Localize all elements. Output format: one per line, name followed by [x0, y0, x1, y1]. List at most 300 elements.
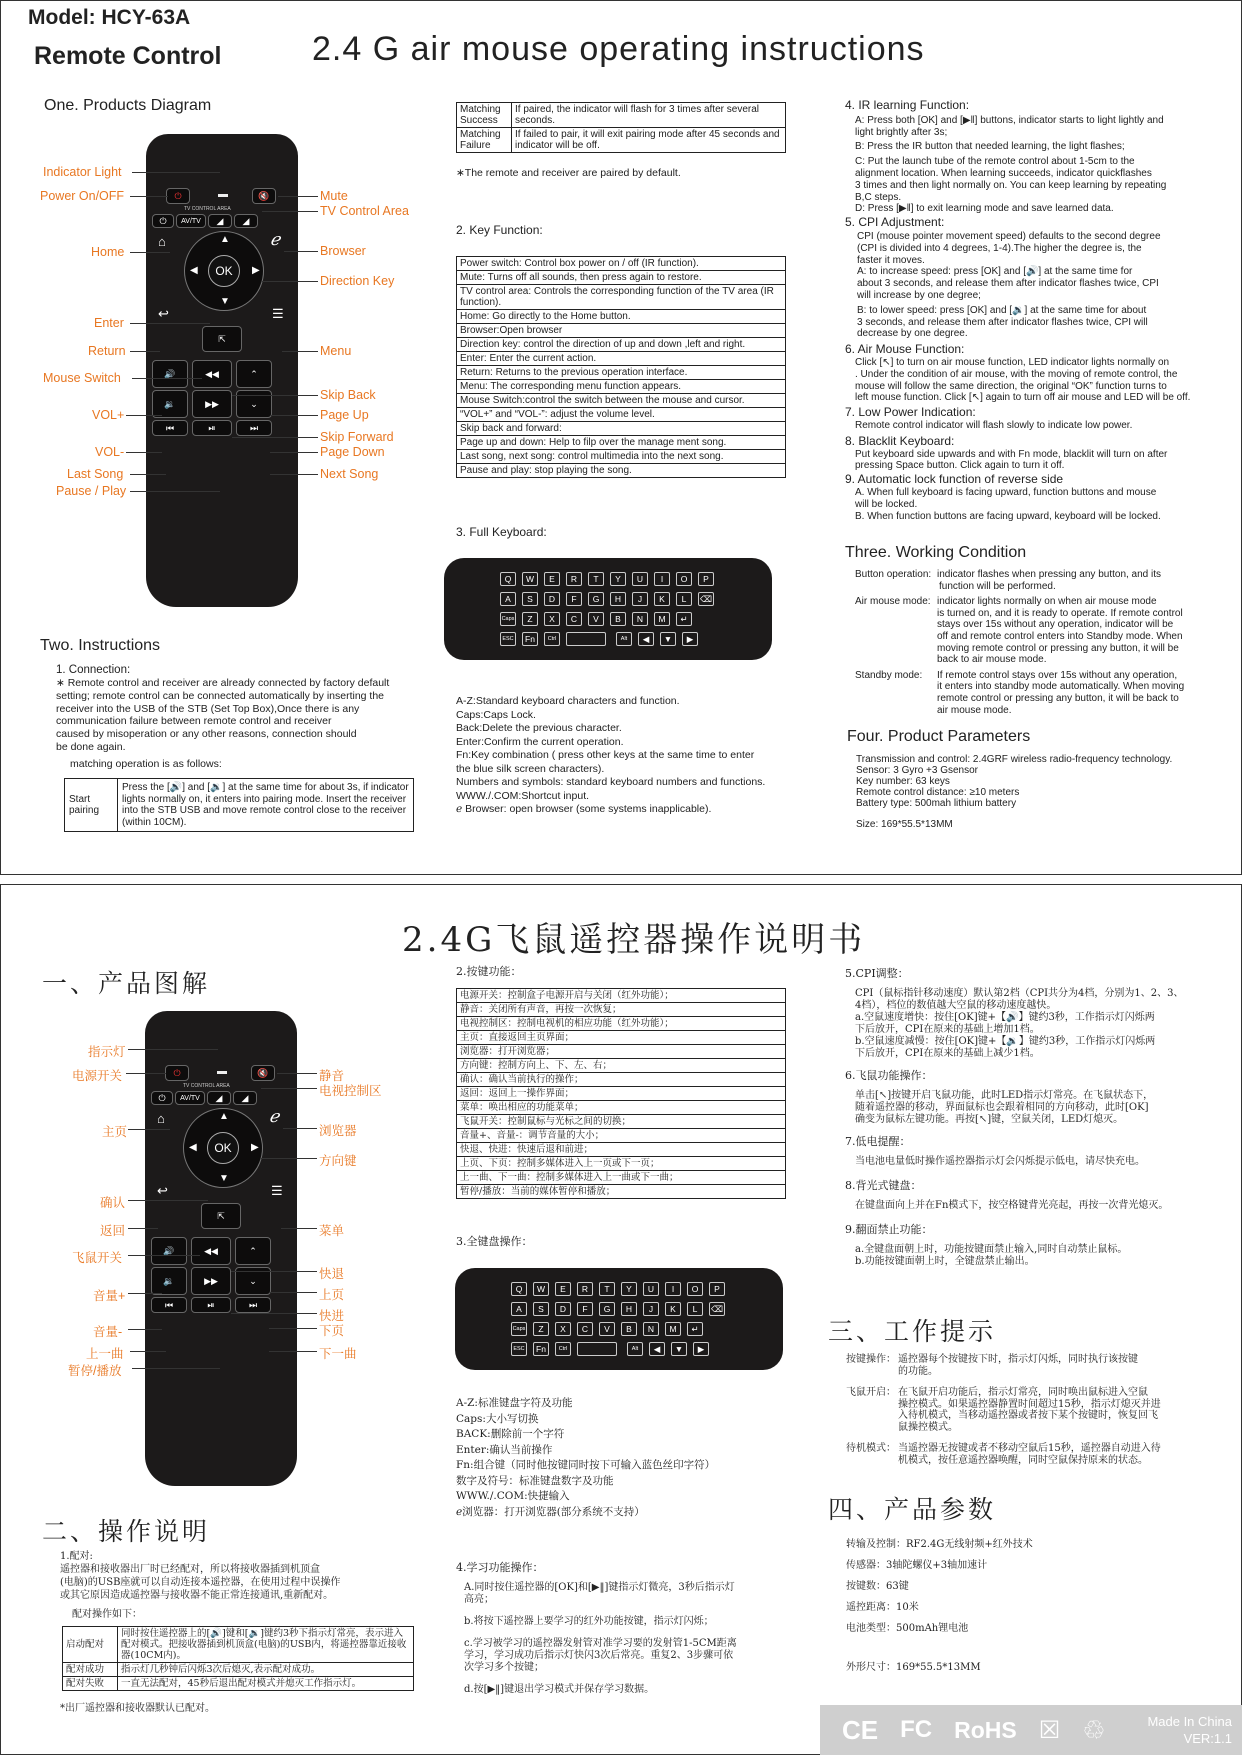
label-skip-forward: Skip Forward — [320, 430, 394, 444]
table-cell: Direction key: control the direction of up and down ,left and right. — [457, 338, 786, 352]
instructions-title: Two. Instructions — [40, 637, 161, 654]
leader-line — [128, 1200, 208, 1201]
text-line: pressing Space button. Click again to turn it off. — [855, 460, 1065, 472]
label-menu: 菜单 — [319, 1224, 345, 1238]
keyboard-key: H — [621, 1302, 637, 1316]
text-line: 遥控器每个按键按下时，指示灯闪烁，同时执行该按键 — [898, 1354, 1138, 1365]
mute-button: 🔇 — [252, 188, 276, 204]
text-line: CPI（鼠标指针移动速度）默认第2档（CPI共分为4档，分别为1、2、3、 — [855, 988, 1184, 999]
text-line: 下后放开，CPI在原来的基础上增加1档。 — [855, 1024, 1040, 1035]
working-key: 待机模式： — [846, 1443, 896, 1454]
text-line: receiver into the USB of the STB (Set Top Box),Once there is any — [56, 702, 360, 715]
keyboard-key: L — [676, 592, 692, 606]
leader-line — [261, 1158, 317, 1159]
cn-diagram-title: 一、产品图解 — [42, 969, 211, 998]
table-row — [63, 1677, 414, 1691]
leader-line — [126, 452, 162, 453]
table-row — [457, 257, 786, 271]
keyboard-key: G — [599, 1302, 615, 1316]
cn-params-title: 四、产品参数 — [828, 1495, 997, 1524]
keyboard-key: ◀ — [649, 1342, 665, 1356]
label-power: Power On/OFF — [40, 189, 125, 203]
product-parameters-list — [856, 754, 1172, 830]
home-icon: ⌂ — [157, 1111, 165, 1126]
page-up-button: ⌃ — [236, 360, 272, 388]
keyboard-key: ⌫ — [698, 592, 714, 606]
text-line: alignment location. When learning succeeds, indicator quickflashes — [855, 167, 1152, 179]
label-indicator-light: Indicator Light — [43, 165, 122, 179]
text-line: decrease by one degree. — [857, 328, 968, 340]
label-page-up: Page Up — [320, 408, 369, 422]
text-line: a.全键盘面朝上时，功能按键面禁止输入,同时自动禁止鼠标。 — [855, 1244, 1128, 1255]
table-cell: “VOL+” and “VOL-”: adjust the volume level. — [457, 408, 786, 422]
keyboard-key: U — [632, 572, 648, 586]
text-line: 次学习多个按键； — [464, 1662, 544, 1673]
text-line: ℯ Browser: open browser (some systems inapplicable). — [456, 803, 712, 815]
blacklit-text — [845, 449, 1225, 473]
text-line: B: Press the IR button that needed learning, the light flashes; — [855, 141, 1125, 153]
text-line: be done again. — [56, 740, 126, 753]
keyboard-key: J — [643, 1302, 659, 1316]
cn-flip-title: 9.翻面禁止功能： — [845, 1223, 933, 1236]
low-power-text: Remote control indicator will flash slowly to indicate low power. — [855, 419, 1133, 431]
text-line: setting; remote control can be connected automatically by inserting the — [56, 689, 385, 702]
table-row — [457, 450, 786, 464]
tv-area-label: TV CONTROL AREA — [184, 206, 231, 212]
text-line: 3 times and then light normally on. You can keep learning by repeating — [855, 179, 1167, 191]
text-line: mouse will follow the same direction, the original “OK” function turns to — [855, 380, 1167, 392]
tv-vol-down-button: ◢ — [207, 1091, 231, 1105]
keyboard-key — [577, 1342, 617, 1356]
cn-low-power-title: 7.低电提醒： — [845, 1135, 911, 1148]
cn-instructions-title: 二、操作说明 — [42, 1517, 211, 1546]
keyboard-key: K — [654, 592, 670, 606]
table-cell: Mouse Switch:control the switch between the mouse and cursor. — [457, 394, 786, 408]
text-line: A-Z:Standard keyboard characters and function. — [456, 695, 680, 707]
cn-key-function-table — [456, 988, 786, 1199]
label-pause-play: 暂停/播放 — [68, 1364, 122, 1378]
table-row — [457, 1101, 786, 1115]
leader-line — [128, 1228, 158, 1229]
right-column-en — [845, 100, 1225, 522]
page-up-button: ⌃ — [235, 1237, 271, 1265]
keyboard-key: Alt — [627, 1342, 643, 1356]
right-arrow-icon: ▶ — [251, 1142, 259, 1153]
table-cell: 配对成功 — [63, 1663, 118, 1677]
made-in-block — [1147, 1713, 1232, 1747]
return-icon: ↩ — [157, 1183, 168, 1198]
product-parameters-title: Four. Product Parameters — [847, 728, 1031, 745]
leader-line — [128, 1293, 162, 1294]
keyboard-key: I — [665, 1282, 681, 1296]
rohs-mark: RoHS — [954, 1716, 1017, 1743]
text-line: 按键数：63键 — [846, 1581, 909, 1592]
left-arrow-icon: ◀ — [190, 265, 198, 276]
leader-line — [261, 1088, 317, 1089]
table-cell: TV control area: Controls the corresponding function of the TV area (IR function). — [457, 285, 786, 310]
text-line: left mouse function. Click [↖] again to turn off air mouse and LED will be off. — [855, 392, 1191, 404]
cn-keyboard-notes — [456, 1396, 715, 1520]
text-line: indicator lights normally on when air mouse mode — [937, 596, 1157, 608]
label-power: 电源开关 — [72, 1069, 123, 1083]
text-line: the blue silk screen characters). — [456, 762, 605, 775]
keyboard-key: S — [533, 1302, 549, 1316]
cn-backlit-title: 8.背光式键盘： — [845, 1179, 922, 1192]
text-line: communication failure between remote control and receiver — [56, 715, 332, 728]
keyboard-key: Caps — [511, 1322, 527, 1336]
leader-line — [126, 1073, 166, 1074]
table-row — [457, 310, 786, 324]
av-tv-button: AV/TV — [175, 1091, 205, 1105]
text-line: Click [↖] to turn on air mouse function, LED indicator lights normally on — [855, 356, 1170, 368]
label-vol-down: VOL- — [95, 445, 125, 459]
working-condition-list — [855, 569, 1225, 716]
up-arrow-icon: ▲ — [219, 1111, 229, 1122]
text-line: will be locked. — [855, 498, 918, 510]
browser-icon: ℯ — [269, 1107, 280, 1126]
mouse-switch-button: ⇱ — [202, 326, 242, 352]
table-cell: Matching Success — [457, 103, 512, 128]
table-row — [457, 1157, 786, 1171]
cn-flip-text — [845, 1244, 1225, 1268]
label-last-song: 上一曲 — [86, 1347, 124, 1361]
indicator-light — [218, 194, 228, 197]
keyboard-key: G — [588, 592, 604, 606]
working-condition-title: Three. Working Condition — [845, 544, 1027, 561]
keyboard-key: Caps — [500, 612, 516, 626]
leader-line — [128, 1329, 162, 1330]
label-page-up: 上页 — [319, 1288, 345, 1302]
products-diagram-title: One. Products Diagram — [44, 97, 212, 114]
page-title: 2.4 G air mouse operating instructions — [312, 30, 925, 68]
text-line: Fn:组合键（同时他按键同时按下可输入蓝色丝印字符） — [456, 1459, 716, 1471]
text-line: moving remote control or pressing any button, it will be — [937, 642, 1179, 654]
text-line: will increase by one degree; — [857, 289, 981, 301]
table-row — [457, 324, 786, 338]
tv-area-label: TV CONTROL AREA — [183, 1083, 230, 1089]
model-number: Model: HCY-63A — [28, 6, 191, 29]
table-cell: 上一曲、下一曲：控制多媒体进入上一曲或下一曲； — [457, 1171, 786, 1185]
table-cell: 同时按住遥控器上的[🔊]键和[🔉]键约3秒下指示灯常亮，表示进入配对模式。把接收器插到机顶盒(电脑)的USB内，将遥控器靠近接收器(10CM内)。 — [118, 1627, 414, 1663]
text-line: is turned on, and it is ready to operate. If remote control — [937, 607, 1183, 619]
working-value — [937, 670, 1184, 716]
label-page-down: 下页 — [319, 1324, 345, 1338]
text-line: WWW./.COM:快捷输入 — [456, 1490, 570, 1502]
text-line: 机模式，按任意遥控器唤醒，同时空鼠保持原来的状态。 — [898, 1454, 1148, 1466]
label-browser: Browser — [320, 244, 366, 258]
remote-illustration — [146, 134, 298, 607]
text-line: 4档），档位的数值越大空鼠的移动速度越快。 — [855, 1000, 1057, 1011]
certification-bar — [820, 1705, 1242, 1755]
cn-page-title: 2.4G飞鼠遥控器操作说明书 — [402, 920, 866, 960]
table-row — [457, 394, 786, 408]
label-home: 主页 — [102, 1125, 128, 1139]
label-indicator-light: 指示灯 — [88, 1045, 126, 1059]
table-row — [457, 380, 786, 394]
weee-icon: ☒ — [1038, 1716, 1061, 1744]
working-row — [846, 1354, 1226, 1377]
label-page-down: Page Down — [320, 445, 385, 459]
skip-back-button: ◀◀ — [192, 360, 232, 388]
table-row — [457, 1129, 786, 1143]
text-line: 3 seconds, and release them after indicator flashes twice, CPI will — [857, 316, 1148, 328]
text-line: Caps:Caps Lock. — [456, 708, 536, 721]
table-row — [457, 1073, 786, 1087]
left-arrow-icon: ◀ — [189, 1142, 197, 1153]
cn-learning-section — [456, 1562, 796, 1696]
cn-pairing-table — [62, 1626, 414, 1691]
skip-forward-button: ▶▶ — [191, 1267, 231, 1295]
made-in-china: Made In China — [1147, 1714, 1232, 1729]
version-label: VER:1.1 — [1183, 1731, 1232, 1746]
keyboard-key: C — [577, 1322, 593, 1336]
leader-line — [130, 1351, 166, 1352]
vol-up-button: 🔊 — [151, 1237, 187, 1265]
leader-line — [277, 1073, 317, 1074]
table-row — [457, 408, 786, 422]
working-value — [898, 1354, 1138, 1377]
text-line: B: to lower speed: press [OK] and [🔉] at the same time for about — [857, 304, 1147, 316]
label-vol-up: VOL+ — [92, 408, 125, 422]
working-value — [937, 596, 1183, 666]
matching-table — [456, 102, 786, 153]
text-line: air mouse mode. — [937, 704, 1012, 716]
keyboard-key: Ctrl — [555, 1342, 571, 1356]
av-tv-button: AV/TV — [176, 214, 206, 228]
text-line: Battery type: 500mah lithium battery — [856, 798, 1017, 809]
cn-cpi-title: 5.CPI调整： — [845, 967, 909, 980]
table-row — [457, 1031, 786, 1045]
vol-down-button: 🔉 — [152, 390, 188, 418]
text-line: caused by misoperation or any other reasons, connection should — [56, 728, 357, 741]
leader-line — [130, 196, 168, 197]
ok-button: OK — [208, 255, 240, 287]
working-key: Button operation: — [855, 569, 932, 580]
page-down-button: ⌄ — [235, 1267, 271, 1295]
table-cell: 一直无法配对，45秒后退出配对模式并熄灭工作指示灯。 — [118, 1677, 414, 1691]
leader-line — [232, 437, 318, 438]
cn-backlit-text: 在键盘面向上并在Fn模式下，按空格键背光亮起，再按一次背光熄灭。 — [855, 1200, 1169, 1211]
label-direction-key: Direction Key — [320, 274, 395, 288]
ok-button: OK — [207, 1132, 239, 1164]
keyboard-key: U — [643, 1282, 659, 1296]
text-line: 鼠操控模式。 — [898, 1421, 958, 1433]
keyboard-key: Alt — [616, 632, 632, 646]
vol-up-button: 🔊 — [152, 360, 188, 388]
keyboard-key: Z — [533, 1322, 549, 1336]
table-cell: Menu: The corresponding menu function appears. — [457, 380, 786, 394]
matching-intro: matching operation is as follows: — [70, 758, 222, 770]
working-value — [937, 569, 1161, 592]
keyboard-key: ▼ — [660, 632, 676, 646]
label-vol-up: 音量+ — [93, 1289, 126, 1303]
working-value — [898, 1387, 1161, 1433]
connection-text — [56, 677, 416, 754]
label-skip-back: Skip Back — [320, 388, 376, 402]
keyboard-key: ▶ — [693, 1342, 709, 1356]
cn-working-list — [846, 1354, 1226, 1466]
keyboard-key: D — [544, 592, 560, 606]
label-skip-back: 快退 — [319, 1267, 345, 1281]
down-arrow-icon: ▼ — [219, 1173, 229, 1184]
label-next-song: 下一曲 — [319, 1347, 357, 1361]
working-key: Air mouse mode: — [855, 596, 931, 608]
paired-note: ∗The remote and receiver are paired by default. — [456, 167, 681, 179]
label-tv-control-area: TV Control Area — [320, 204, 409, 218]
leader-line — [270, 415, 318, 416]
play-pause-button: ⏯ — [192, 420, 232, 436]
table-cell: Power switch: Control box power on / off (IR function). — [457, 257, 786, 271]
autolock-title: 9. Automatic lock function of reverse side — [845, 472, 1064, 487]
text-line: Back:Delete the previous character. — [456, 722, 622, 734]
keyboard-key: F — [577, 1302, 593, 1316]
table-row — [457, 422, 786, 436]
table-cell: Start pairing — [65, 779, 118, 832]
table-cell: 上页、下页：控制多媒体进入上一页或下一页； — [457, 1157, 786, 1171]
autolock-text — [845, 487, 1225, 522]
leader-line — [283, 1128, 317, 1129]
keyboard-key: J — [632, 592, 648, 606]
text-line: b.功能按键面朝上时，全键盘禁止输出。 — [855, 1256, 1035, 1267]
text-line: Put keyboard side upwards and with Fn mode, blacklit will turn on after — [855, 448, 1168, 460]
table-row — [63, 1663, 414, 1677]
return-icon: ↩ — [158, 306, 169, 321]
keyboard-key: ↵ — [687, 1322, 703, 1336]
text-line: A: to increase speed: press [OK] and [🔊] at the same time for — [857, 266, 1133, 278]
table-cell: If paired, the indicator will flash for 3 times after several seconds. — [512, 103, 786, 128]
text-line: 确变为鼠标左键功能。再按[↖]键，空鼠关闭，LED灯熄灭。 — [855, 1114, 1124, 1125]
tv-vol-down-button: ◢ — [208, 214, 232, 228]
down-arrow-icon: ▼ — [220, 296, 230, 307]
keyboard-key: ▶ — [682, 632, 698, 646]
working-row — [855, 569, 1225, 592]
mouse-switch-button: ⇱ — [201, 1203, 241, 1229]
leader-line — [269, 1328, 317, 1329]
text-line: A. When full keyboard is facing upward, function buttons and mouse — [855, 486, 1157, 498]
text-line: If remote control stays over 15s without any operation, — [937, 669, 1178, 681]
table-cell: Browser:Open browser — [457, 324, 786, 338]
table-cell: 主页：直接返回主页界面； — [457, 1031, 786, 1045]
text-line: 或其它原因造成遥控器与接收器不能正常连接通讯,重新配对。 — [60, 1590, 334, 1601]
leader-line — [278, 196, 318, 197]
tv-vol-up-button: ◢ — [234, 214, 258, 228]
table-cell: Matching Failure — [457, 128, 512, 153]
keyboard-key: M — [654, 612, 670, 626]
text-line: 遥控器和接收器出厂时已经配对，所以将接收器插到机顶盒 — [60, 1564, 320, 1575]
leader-line — [231, 1313, 317, 1314]
keyboard-key: R — [577, 1282, 593, 1296]
text-line: 学习，学习成功后指示灯快闪3次后常亮。重复2、3步骤可依 — [464, 1650, 734, 1661]
keyboard-key: H — [610, 592, 626, 606]
table-cell: 配对失败 — [63, 1677, 118, 1691]
skip-forward-button: ▶▶ — [192, 390, 232, 418]
leader-line — [232, 395, 318, 396]
text-line: C: Put the launch tube of the remote control about 1-5cm to the — [855, 156, 1135, 168]
leader-line — [270, 474, 318, 475]
keyboard-key: X — [544, 612, 560, 626]
keyboard-key: Q — [511, 1282, 527, 1296]
leader-line — [128, 1255, 200, 1256]
table-cell: 菜单：唤出相应的功能菜单； — [457, 1101, 786, 1115]
text-line: B,C steps. — [855, 191, 902, 203]
text-line: (CPI is divided into 4 degrees, 1-4).The higher the degree is, the — [857, 242, 1142, 254]
keyboard-key: Fn — [533, 1342, 549, 1356]
keyboard-key: Q — [500, 572, 516, 586]
keyboard-key: R — [566, 572, 582, 586]
table-row — [457, 1115, 786, 1129]
keyboard-key: O — [676, 572, 692, 586]
table-row — [457, 1059, 786, 1073]
remote-illustration-cn — [145, 1011, 297, 1486]
browser-icon: ℯ — [270, 230, 281, 249]
keyboard-illustration — [444, 558, 772, 660]
size-line: 外形尺寸：169*55.5*13MM — [846, 1662, 981, 1673]
table-cell: 返回：返回上一操作界面； — [457, 1087, 786, 1101]
text-line: Enter:确认当前操作 — [456, 1443, 553, 1456]
table-row — [457, 436, 786, 450]
tv-power-button: ⏻ — [152, 214, 174, 228]
fcc-mark: FC — [900, 1716, 933, 1743]
keyboard-key: Fn — [522, 632, 538, 646]
cn-full-keyboard-title: 3.全键盘操作： — [456, 1235, 533, 1248]
table-row — [457, 103, 786, 128]
keyboard-key: M — [665, 1322, 681, 1336]
cpi-text — [845, 231, 1225, 340]
label-return: Return — [88, 344, 126, 358]
leader-line — [130, 474, 166, 475]
table-row — [457, 1143, 786, 1157]
text-line: 转输及控制：RF2.4G无线射频+红外技术 — [846, 1539, 1033, 1550]
table-cell: Return: Returns to the previous operation interface. — [457, 366, 786, 380]
text-line: Numbers and symbols: standard keyboard numbers and functions. — [456, 776, 766, 788]
cn-paired-note: *出厂遥控器和接收器默认已配对。 — [60, 1703, 215, 1714]
keyboard-key: Y — [610, 572, 626, 586]
cpi-title: 5. CPI Adjustment: — [845, 215, 945, 230]
power-button: ⏻ — [165, 1065, 189, 1081]
table-row — [457, 1185, 786, 1199]
label-next-song: Next Song — [320, 467, 379, 481]
cn-pairing-text — [60, 1550, 420, 1602]
text-line: back to air mouse mode. — [937, 654, 1047, 666]
text-line: Caps:大小写切换 — [456, 1412, 539, 1425]
skip-back-button: ◀◀ — [191, 1237, 231, 1265]
leader-line — [132, 172, 220, 173]
text-line: 1.配对: — [60, 1551, 93, 1562]
key-function-title: 2. Key Function: — [456, 223, 543, 237]
label-vol-down: 音量- — [93, 1325, 123, 1339]
text-line: 在飞鼠开启功能后，指示灯常亮，同时唤出鼠标进入空鼠 — [898, 1387, 1148, 1398]
leader-line — [132, 1368, 220, 1369]
home-icon: ⌂ — [158, 234, 166, 249]
text-line: off and remote control enters into Standby mode. When — [937, 630, 1183, 642]
table-cell: 浏览器：打开浏览器； — [457, 1045, 786, 1059]
text-line: CPI (mouse pointer movement speed) defaults to the second degree — [857, 230, 1161, 242]
text-line: about 3 seconds, and release them after indicator flashes twice, CPI — [857, 278, 1159, 290]
table-cell: Page up and down: Help to filp over the manage ment song. — [457, 436, 786, 450]
text-line: b.将按下遥控器上要学习的红外功能按键，指示灯闪烁； — [464, 1616, 714, 1627]
text-line: 传感器：3轴陀螺仪+3轴加速计 — [846, 1560, 988, 1571]
keyboard-key: L — [687, 1302, 703, 1316]
cn-learn-title: 4.学习功能操作： — [456, 1561, 544, 1574]
text-line: faster it moves. — [857, 254, 925, 266]
keyboard-key: W — [522, 572, 538, 586]
keyboard-key: P — [709, 1282, 725, 1296]
cn-low-power-text: 当电池电量低时操作遥控器指示灯会闪烁提示低电，请尽快充电。 — [855, 1156, 1145, 1167]
page-down-button: ⌄ — [236, 390, 272, 418]
keyboard-key: O — [687, 1282, 703, 1296]
label-home: Home — [91, 245, 125, 259]
text-line: B. When function buttons are facing upward, keyboard will be locked. — [855, 510, 1161, 522]
